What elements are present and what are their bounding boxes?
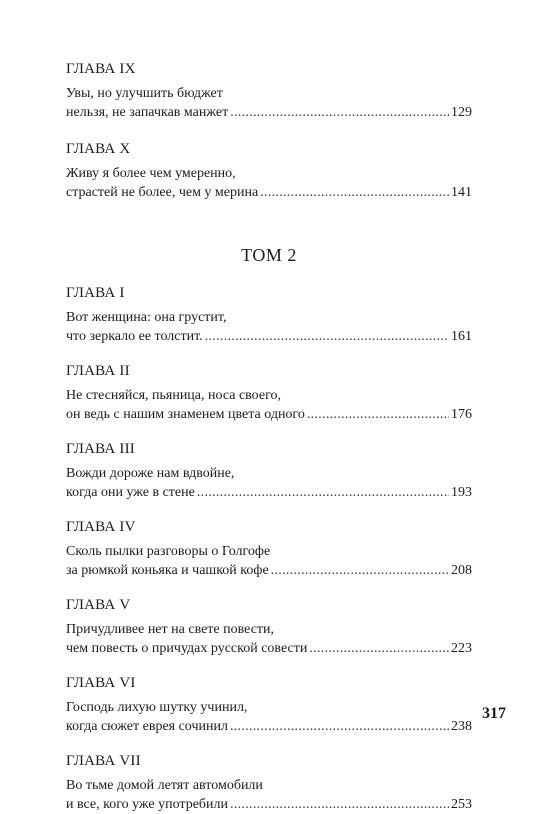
chapter-epigraph-line: Сколь пылки разговоры о Голгофе	[66, 544, 271, 559]
chapter-title: ГЛАВА X	[66, 141, 131, 157]
page-number: 223	[451, 641, 472, 656]
chapter-epigraph-line: Увы, но улучшить бюджет	[66, 86, 223, 101]
chapter-epigraph-line: когда они уже в стене	[66, 485, 195, 500]
table-of-contents	[66, 60, 472, 814]
chapter-epigraph-line: что зеркало ее толстит.	[66, 329, 203, 344]
dot-leader	[230, 717, 449, 736]
toc-entry	[66, 596, 472, 658]
chapter-epigraph-line: Вот женщина: она грустит,	[66, 310, 227, 325]
chapter-title: ГЛАВА VI	[66, 675, 136, 691]
toc-entry	[66, 284, 472, 346]
chapter-epigraph-last-line	[66, 561, 472, 580]
chapter-epigraph-line: Причудливее нет на свете повести,	[66, 622, 275, 637]
toc-entry	[66, 362, 472, 424]
chapter-epigraph-line: он ведь с нашим знаменем цвета одного	[66, 407, 305, 422]
page-number: 176	[451, 407, 472, 422]
chapter-epigraph-last-line	[66, 795, 472, 814]
toc-entry	[66, 674, 472, 736]
page-number: 161	[451, 329, 472, 344]
chapter-epigraph-last-line	[66, 483, 472, 502]
dot-leader	[307, 405, 449, 424]
chapter-epigraph-line: Живу я более чем умеренно,	[66, 166, 236, 181]
chapter-title: ГЛАВА III	[66, 441, 135, 457]
page-number: 193	[451, 485, 472, 500]
dot-leader	[309, 639, 449, 658]
toc-entry	[66, 60, 472, 122]
page-number: 238	[451, 719, 472, 734]
toc-entry	[66, 752, 472, 814]
chapter-epigraph-last-line	[66, 639, 472, 658]
chapter-epigraph-last-line	[66, 405, 472, 424]
page-number: 129	[451, 105, 472, 120]
chapter-title: ГЛАВА II	[66, 363, 130, 379]
chapter-epigraph-last-line	[66, 103, 472, 122]
chapter-epigraph-line: когда сюжет еврея сочинил	[66, 719, 228, 734]
toc-entry	[66, 518, 472, 580]
volume-1-section	[66, 60, 472, 202]
chapter-epigraph-last-line	[66, 183, 472, 202]
volume-title: ТОМ 2	[241, 245, 297, 265]
chapter-title: ГЛАВА IV	[66, 519, 136, 535]
toc-entry	[66, 140, 472, 202]
dot-leader	[230, 795, 449, 814]
dot-leader	[230, 103, 449, 122]
chapter-epigraph-line: Вожди дороже нам вдвойне,	[66, 466, 235, 481]
volume-2-section	[66, 284, 472, 814]
chapter-epigraph-line: Господь лихую шутку учинил,	[66, 700, 248, 715]
chapter-title: ГЛАВА VII	[66, 753, 141, 769]
dot-leader	[271, 561, 449, 580]
chapter-epigraph-line: и все, кого уже употребили	[66, 797, 229, 812]
chapter-epigraph-line: чем повесть о причудах русской совести	[66, 641, 308, 656]
chapter-title: ГЛАВА V	[66, 597, 131, 613]
chapter-epigraph-line: нельзя, не запачкав манжет	[66, 105, 229, 120]
dot-leader	[197, 483, 449, 502]
chapter-epigraph-last-line	[66, 717, 472, 736]
chapter-epigraph-line: Не стесняйся, пьяница, носа своего,	[66, 388, 281, 403]
chapter-title: ГЛАВА I	[66, 285, 125, 301]
dot-leader	[260, 183, 449, 202]
dot-leader	[205, 327, 449, 346]
page-number: 253	[451, 797, 472, 812]
folio-page-number: 317	[482, 705, 506, 722]
page-number: 208	[451, 563, 472, 578]
toc-entry	[66, 440, 472, 502]
chapter-epigraph-line: за рюмкой коньяка и чашкой кофе	[66, 563, 269, 578]
chapter-title: ГЛАВА IX	[66, 61, 136, 77]
chapter-epigraph-last-line	[66, 327, 472, 346]
page-number: 141	[451, 185, 472, 200]
chapter-epigraph-line: Во тьме домой летят автомобили	[66, 778, 263, 793]
chapter-epigraph-line: страстей не более, чем у мерина	[66, 185, 259, 200]
